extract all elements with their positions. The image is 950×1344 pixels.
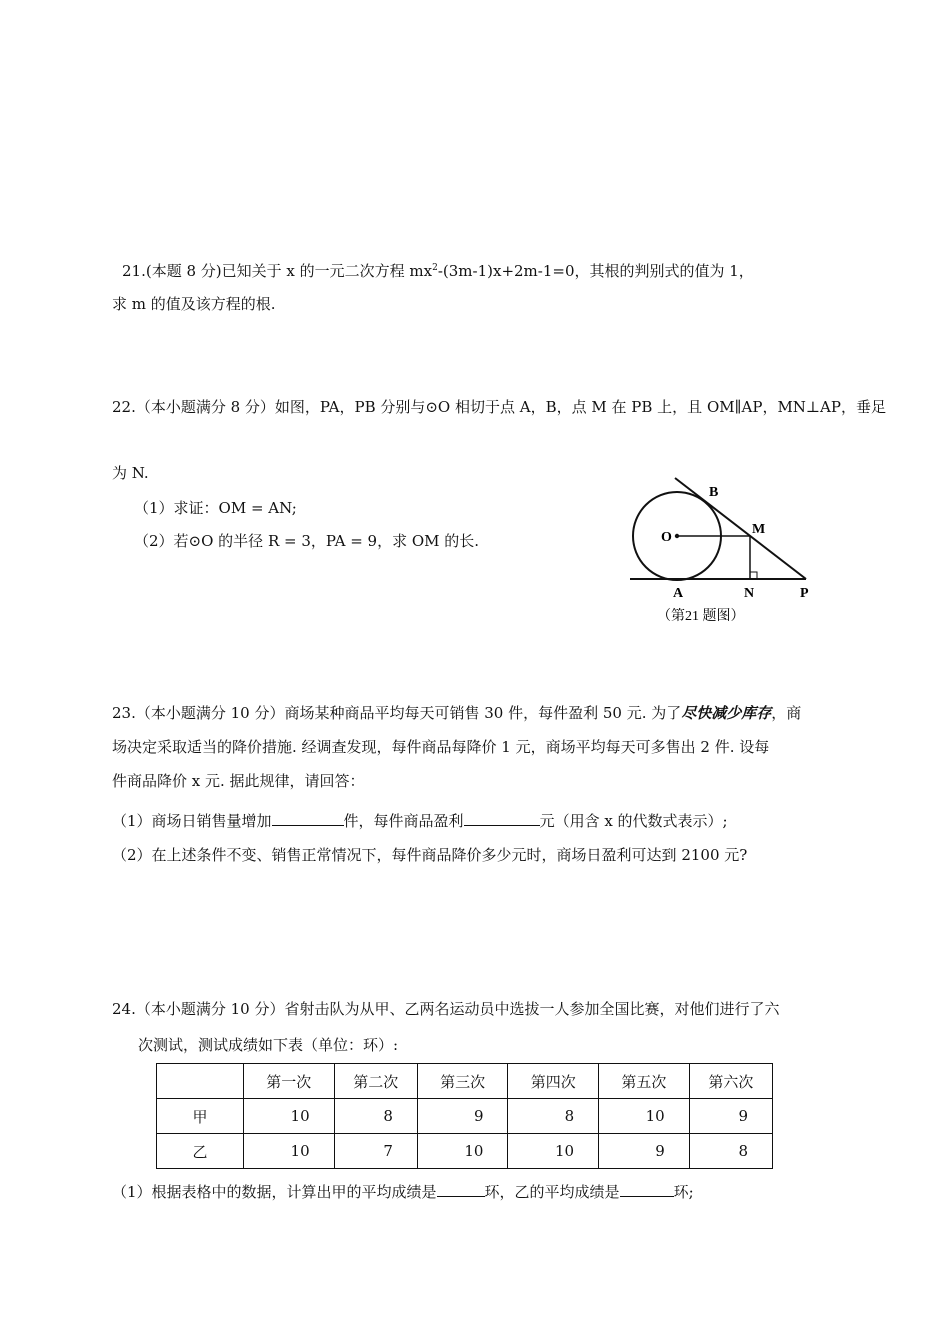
q22-part-1: （1）求证：OM = AN; (134, 499, 297, 517)
table-header-cell: 第六次 (689, 1064, 772, 1099)
answer-blank-jia-average[interactable] (437, 1181, 485, 1197)
answer-blank-quantity[interactable] (272, 810, 344, 826)
table-cell: 10 (244, 1099, 335, 1134)
table-header-cell: 第一次 (244, 1064, 335, 1099)
table-cell: 10 (508, 1134, 599, 1169)
label-a: A (673, 586, 684, 601)
table-cell: 10 (599, 1099, 690, 1134)
table-cell: 9 (599, 1134, 690, 1169)
tangent-circle-figure (625, 474, 820, 634)
row-label-jia: 甲 (157, 1099, 244, 1134)
table-cell: 10 (417, 1134, 508, 1169)
emphasis-text: 尽快减少库存 (681, 704, 772, 722)
q24-line-2: 次测试，测试成绩如下表（单位：环）: (138, 1036, 399, 1054)
table-header-cell (157, 1064, 244, 1099)
q23-line-1: 23.（本小题满分 10 分）商场某种商品平均每天可销售 30 件，每件盈利 50 元. 为了尽快减少库存，商 (112, 704, 802, 722)
q22-line-2: 为 N. (112, 464, 149, 482)
q22-line-1: 22.（本小题满分 8 分）如图，PA，PB 分别与⊙O 相切于点 A，B，点 M 在 PB 上，且 OM∥AP，MN⊥AP，垂足 (112, 398, 886, 416)
table-cell: 8 (508, 1099, 599, 1134)
row-label-yi: 乙 (157, 1134, 244, 1169)
tangent-line-pb (675, 478, 806, 579)
label-m: M (752, 522, 766, 537)
table-header-cell: 第四次 (508, 1064, 599, 1099)
label-b: B (709, 485, 719, 500)
table-cell: 8 (689, 1134, 772, 1169)
q23-part-2: （2）在上述条件不变、销售正常情况下，每件商品降价多少元时，商场日盈利可达到 2100 元? (112, 846, 748, 864)
center-point-o (675, 534, 679, 538)
table-row (157, 1099, 773, 1134)
q21-line-2: 求 m 的值及该方程的根. (112, 295, 276, 313)
table-header-cell: 第五次 (599, 1064, 690, 1099)
q21-line-1: 21.(本题 8 分)已知关于 x 的一元二次方程 $mx^2-(3m-1)x+2m-1=0$，其根的判别式的值为 1， (122, 262, 754, 280)
q24-line-1: 24.（本小题满分 10 分）省射击队为从甲、乙两名运动员中选拔一人参加全国比赛，对他们进行了六 (112, 1000, 780, 1018)
table-header-cell: 第二次 (334, 1064, 417, 1099)
q22-part-2: （2）若⊙O 的半径 R = 3，PA = 9，求 OM 的长. (134, 532, 480, 550)
score-table (156, 1063, 773, 1169)
answer-blank-yi-average[interactable] (620, 1181, 674, 1197)
exponent: 2 (432, 263, 438, 273)
table-cell: 8 (334, 1099, 417, 1134)
label-p: P (800, 586, 809, 601)
table-cell: 7 (334, 1134, 417, 1169)
table-header-row (157, 1064, 773, 1099)
q23-part-1: （1）商场日销售量增加 件，每件商品盈利 元（用含 x 的代数式表示）; (112, 812, 728, 830)
answer-blank-profit[interactable] (464, 810, 540, 826)
table-cell: 9 (689, 1099, 772, 1134)
table-header-cell: 第三次 (417, 1064, 508, 1099)
q24-part-1: （1）根据表格中的数据，计算出甲的平均成绩是 环，乙的平均成绩是 环; (112, 1183, 694, 1201)
right-angle-mark (750, 572, 757, 579)
label-n: N (744, 586, 755, 601)
q23-line-3: 件商品降价 x 元. 据此规律，请回答： (112, 772, 365, 790)
figure-caption: （第21 题图） (657, 609, 745, 624)
table-cell: 9 (417, 1099, 508, 1134)
table-cell: 10 (244, 1134, 335, 1169)
label-o: O (661, 530, 672, 545)
table-row (157, 1134, 773, 1169)
q23-line-2: 场决定采取适当的降价措施. 经调查发现，每件商品每降价 1 元，商场平均每天可多售出 2 件. 设每 (112, 738, 770, 756)
